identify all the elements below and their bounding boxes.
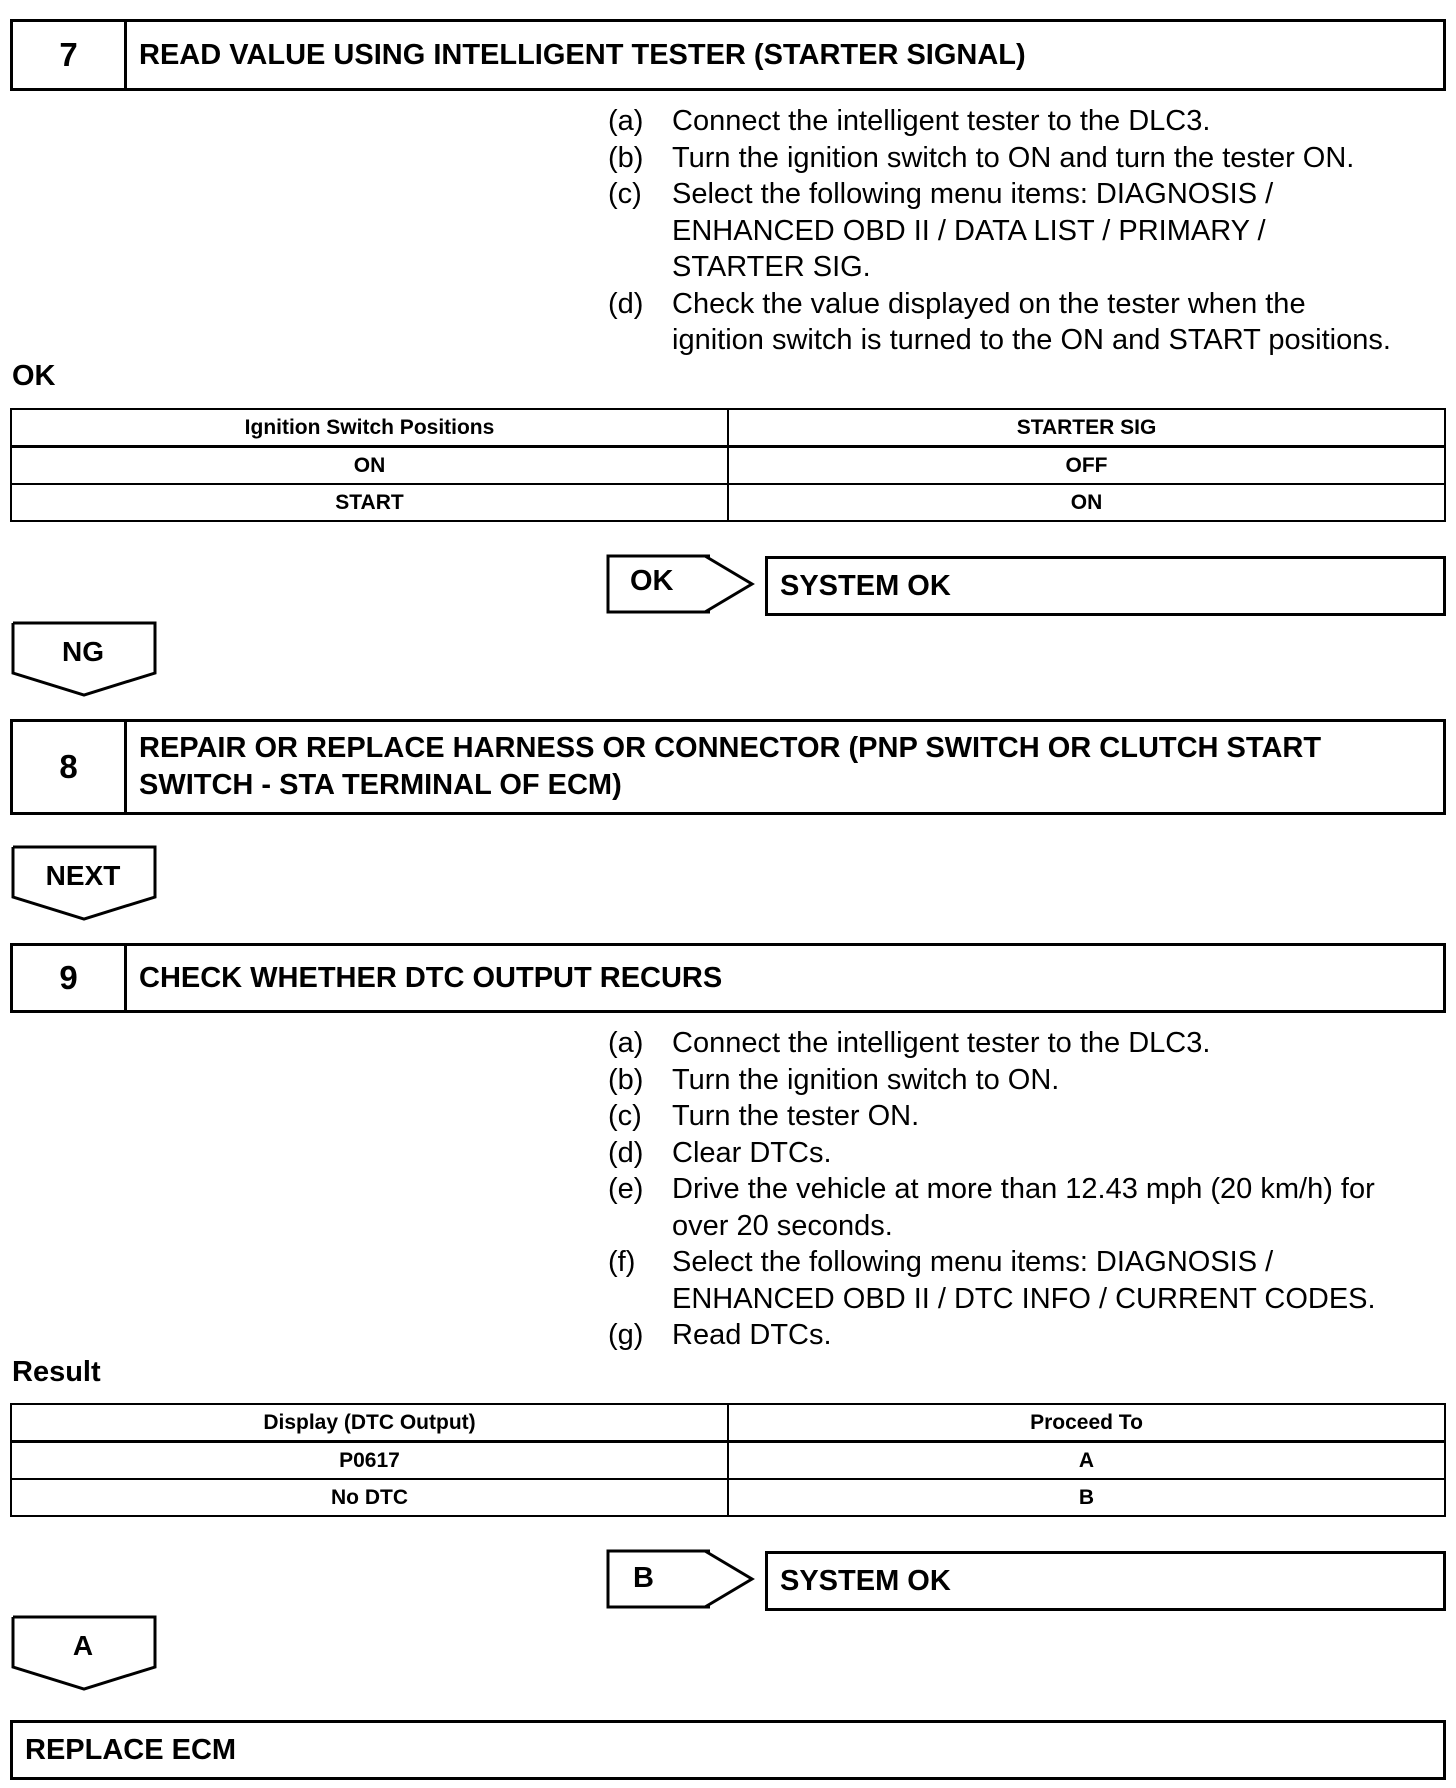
instruction-text: Read DTCs. [672, 1319, 832, 1351]
instruction-item [608, 103, 1452, 140]
final-action-box: REPLACE ECM [10, 1720, 1446, 1780]
table-cell: No DTC [11, 1479, 728, 1516]
instruction-text: Turn the ignition switch to ON and turn the tester ON. [672, 141, 1355, 174]
step-9-header [10, 943, 1446, 1013]
instruction-text: Connect the intelligent tester to the DLC3. [672, 1027, 1211, 1059]
outcome-result-box: SYSTEM OK [765, 1551, 1446, 1611]
instruction-letter: (b) [608, 141, 644, 174]
instruction-text: Check the value displayed on the tester when the ignition switch is turned to the ON and START positions. [672, 287, 1391, 356]
step-title: CHECK WHETHER DTC OUTPUT RECURS [139, 961, 723, 994]
down-arrow-label: NEXT [45, 860, 121, 891]
instruction-item [608, 1098, 1452, 1135]
instruction-item [608, 1244, 1452, 1317]
instruction-text: Connect the intelligent tester to the DLC3. [672, 105, 1211, 137]
instruction-letter: (d) [608, 287, 644, 320]
instruction-item [608, 1135, 1452, 1172]
instruction-letter: (g) [608, 1319, 644, 1351]
instruction-letter: (f) [608, 1246, 636, 1278]
instruction-item [608, 176, 1452, 286]
step-8-header [10, 719, 1446, 815]
instruction-letter: (b) [608, 1063, 644, 1096]
outcome-label: OK [630, 565, 674, 597]
instruction-letter: (e) [608, 1173, 644, 1205]
instruction-text: Drive the vehicle at more than 12.43 mph (20 km/h) for over 20 seconds. [672, 1173, 1375, 1242]
table-cell: ON [728, 484, 1445, 521]
table-cell: START [11, 484, 728, 521]
instruction-text: Turn the tester ON. [672, 1100, 920, 1132]
instruction-letter: (c) [608, 1100, 642, 1132]
instruction-letter: (a) [608, 105, 644, 137]
instruction-text: Clear DTCs. [672, 1136, 832, 1169]
down-arrow-label: A [72, 1630, 94, 1661]
instruction-letter: (c) [608, 178, 642, 210]
step-7-instructions [608, 103, 1452, 359]
table-cell: OFF [728, 447, 1445, 485]
down-arrow-icon [0, 0, 1, 1]
outcome-label: B [633, 1562, 654, 1594]
table-row [11, 447, 1445, 485]
table-cell: A [728, 1442, 1445, 1480]
step-number: 7 [13, 22, 127, 88]
instruction-item [608, 286, 1452, 359]
table-cell: P0617 [11, 1442, 728, 1480]
step-title: REPAIR OR REPLACE HARNESS OR CONNECTOR (PNP SWITCH OR CLUTCH START SWITCH - STA TERMINAL OF ECM) [139, 732, 1322, 801]
instruction-text: Turn the ignition switch to ON. [672, 1063, 1060, 1096]
step-7-table [10, 408, 1446, 522]
table-header-cell: Ignition Switch Positions [11, 409, 728, 447]
instruction-item [608, 1025, 1452, 1062]
outcome-result-box: SYSTEM OK [765, 556, 1446, 616]
table-row [11, 484, 1445, 521]
step-number: 9 [13, 946, 127, 1010]
step-number: 8 [13, 722, 127, 812]
instruction-letter: (d) [608, 1136, 644, 1169]
step-9-instructions [608, 1025, 1452, 1354]
table-cell: ON [11, 447, 728, 485]
table-header-cell: Display (DTC Output) [11, 1404, 728, 1442]
step-9-result-label: Result [12, 1356, 101, 1388]
table-row [11, 1442, 1445, 1480]
table-header-cell: Proceed To [728, 1404, 1445, 1442]
instruction-letter: (a) [608, 1027, 644, 1059]
table-cell: B [728, 1479, 1445, 1516]
instruction-text: Select the following menu items: DIAGNOSIS / ENHANCED OBD II / DATA LIST / PRIMARY / STARTER SIG. [672, 178, 1274, 283]
step-title: READ VALUE USING INTELLIGENT TESTER (STARTER SIGNAL) [139, 38, 1026, 71]
instruction-item [608, 1062, 1452, 1099]
table-header-cell: STARTER SIG [728, 409, 1445, 447]
instruction-text: Select the following menu items: DIAGNOSIS / ENHANCED OBD II / DTC INFO / CURRENT CODES. [672, 1246, 1376, 1315]
instruction-item [608, 1171, 1452, 1244]
table-row [11, 1479, 1445, 1516]
table-header-row [11, 1404, 1445, 1442]
step-7-result-label: OK [12, 360, 56, 392]
table-header-row [11, 409, 1445, 447]
instruction-item [608, 1317, 1452, 1354]
step-9-table [10, 1403, 1446, 1517]
step-7-header [10, 19, 1446, 91]
instruction-item [608, 140, 1452, 177]
down-arrow-label: NG [62, 636, 104, 667]
